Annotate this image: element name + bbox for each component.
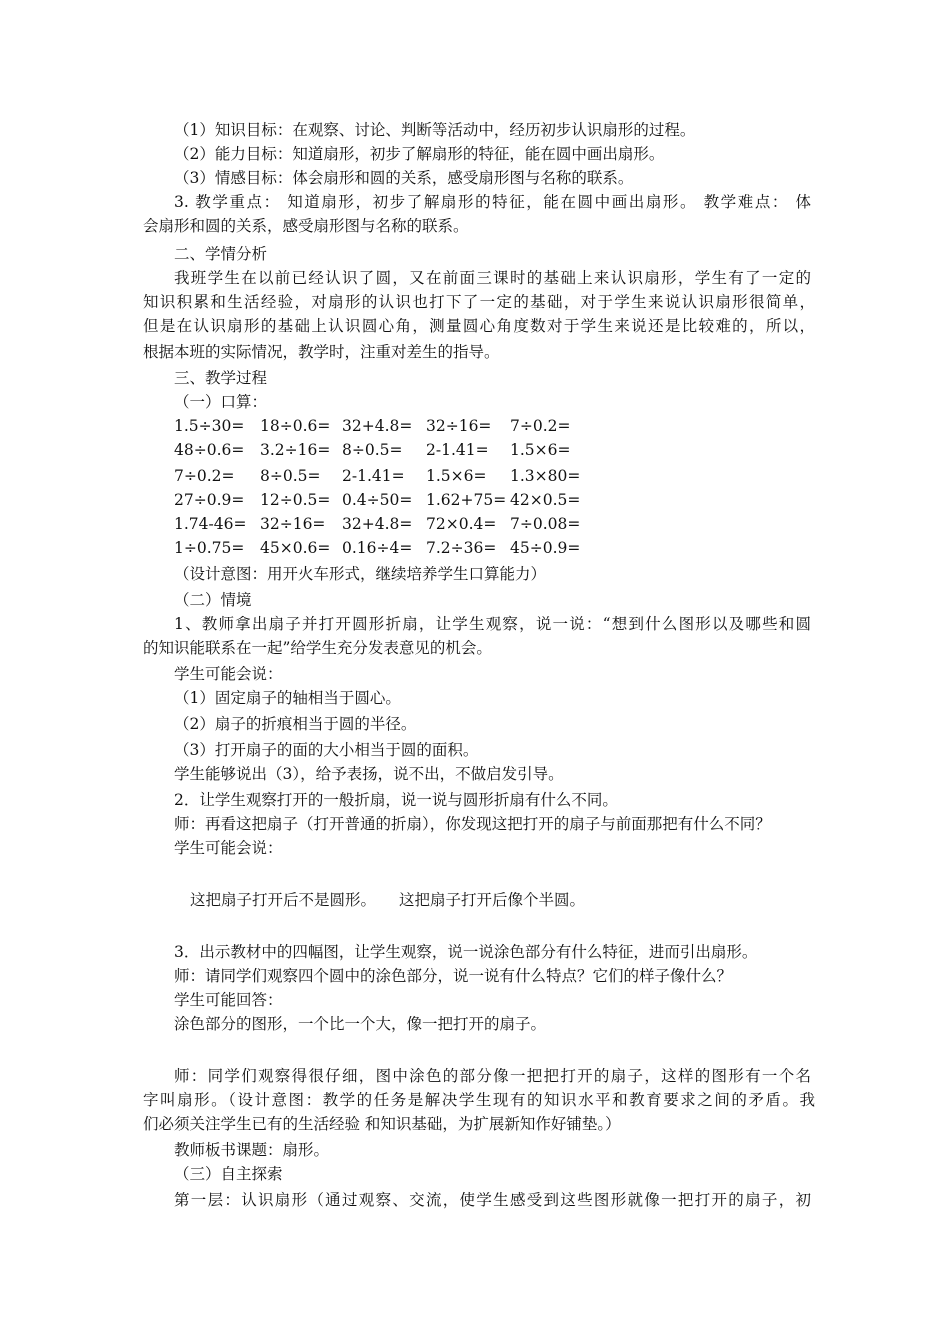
section-heading-analysis: 二、学情分析 (174, 245, 268, 263)
math-problem: 27÷0.9= (174, 491, 245, 509)
math-problem: 0.16÷4= (342, 539, 413, 557)
paragraph-line: 学生可能回答： (174, 991, 283, 1009)
math-problem: 1.3×80= (510, 467, 581, 485)
fan-observation: 这把扇子打开后像个半圆。 (399, 891, 586, 909)
paragraph-line: 师：请同学们观察四个圆中的涂色部分，说一说有什么特点？它们的样子像什么？ (174, 967, 733, 985)
paragraph-line: 的知识能联系在一起”给学生充分发表意见的机会。 (143, 639, 492, 657)
scene-title: （二）情境 (174, 591, 252, 609)
emotion-goal: （3）情感目标：体会扇形和圆的关系，感受扇形图与名称的联系。 (174, 169, 634, 187)
math-problem: 32+4.8= (342, 515, 413, 533)
math-problem: 1.62+75= (426, 491, 507, 509)
math-problem: 0.4÷50= (342, 491, 413, 509)
math-row (174, 512, 594, 536)
math-problem: 2-1.41= (342, 467, 405, 485)
student-answer: （1）固定扇子的轴相当于圆心。 (174, 689, 401, 707)
math-problem: 7.2÷36= (426, 539, 497, 557)
math-problem: 32+4.8= (342, 417, 413, 435)
math-problem: 12÷0.5= (260, 491, 331, 509)
math-problem: 2-1.41= (426, 441, 489, 459)
math-problem: 8÷0.5= (260, 467, 321, 485)
paragraph-line: 3．出示教材中的四幅图，让学生观察，说一说涂色部分有什么特征，进而引出扇形。 (174, 943, 758, 961)
knowledge-goal: （1）知识目标：在观察、讨论、判断等活动中，经历初步认识扇形的过程。 (174, 121, 696, 139)
math-problem: 1.74-46= (174, 515, 247, 533)
paragraph-line: 师：同学们观察得很仔细，图中涂色的部分像一把把打开的扇子，这样的图形有一个名 (174, 1067, 811, 1085)
paragraph-line: 学生能够说出（3），给予表扬，说不出，不做启发引导。 (174, 765, 564, 783)
teaching-difficulty: 会扇形和圆的关系，感受扇形图与名称的联系。 (143, 217, 469, 235)
math-problem: 1÷0.75= (174, 539, 245, 557)
design-intent-note: （设计意图：用开火车形式，继续培养学生口算能力） (174, 565, 547, 583)
fan-observation: 这把扇子打开后不是圆形。 (190, 891, 377, 909)
student-answer: （2）扇子的折痕相当于圆的半径。 (174, 715, 417, 733)
math-problem: 72×0.4= (426, 515, 497, 533)
analysis-line: 知识积累和生活经验，对扇形的认识也打下了一定的基础，对于学生来说认识扇形很简单， (143, 293, 815, 311)
math-problem: 32÷16= (260, 515, 326, 533)
math-row (174, 488, 594, 512)
math-problem: 45÷0.9= (510, 539, 581, 557)
math-problem: 8÷0.5= (342, 441, 403, 459)
student-answer: （3）打开扇子的面的大小相当于圆的面积。 (174, 741, 479, 759)
ability-goal: （2）能力目标：知道扇形，初步了解扇形的特征，能在圆中画出扇形。 (174, 145, 665, 163)
section-heading-process: 三、教学过程 (174, 369, 268, 387)
paragraph-line: 涂色部分的图形，一个比一个大，像一把打开的扇子。 (174, 1015, 547, 1033)
math-problem: 3.2÷16= (260, 441, 331, 459)
math-row (174, 536, 594, 560)
analysis-line: 但是在认识扇形的基础上认识圆心角，测量圆心角度数对于学生来说还是比较难的，所以， (143, 317, 815, 335)
paragraph-line: 学生可能会说： (174, 839, 283, 857)
math-problem: 48÷0.6= (174, 441, 245, 459)
explore-title: （三）自主探索 (174, 1165, 283, 1183)
math-row (174, 414, 594, 438)
analysis-line: 根据本班的实际情况，教学时，注重对差生的指导。 (143, 343, 500, 361)
math-problem: 32÷16= (426, 417, 492, 435)
paragraph-line: 1、教师拿出扇子并打开圆形折扇，让学生观察，说一说：“想到什么图形以及哪些和圆 (174, 615, 811, 633)
math-problem: 7÷0.08= (510, 515, 581, 533)
math-problem: 1.5×6= (510, 441, 571, 459)
math-row (174, 438, 594, 462)
paragraph-line: 们必须关注学生已有的生活经验 和知识基础，为扩展新知作好铺垫。） (143, 1115, 621, 1133)
math-problem: 42×0.5= (510, 491, 581, 509)
analysis-line: 我班学生在以前已经认识了圆，又在前面三课时的基础上来认识扇形，学生有了一定的 (174, 269, 811, 287)
oral-calc-title: （一）口算： (174, 393, 268, 411)
math-problem: 18÷0.6= (260, 417, 331, 435)
math-problem: 1.5÷30= (174, 417, 245, 435)
paragraph-line: 字叫扇形。（设计意图：教学的任务是解决学生现有的知识水平和教育要求之间的矛盾。我 (143, 1091, 815, 1109)
paragraph-line: 第一层：认识扇形（通过观察、交流，使学生感受到这些图形就像一把打开的扇子，初 (174, 1191, 811, 1209)
paragraph-line: 2．让学生观察打开的一般折扇，说一说与圆形折扇有什么不同。 (174, 791, 618, 809)
paragraph-line: 教师板书课题：扇形。 (174, 1141, 330, 1159)
math-problem: 45×0.6= (260, 539, 331, 557)
paragraph-line: 学生可能会说： (174, 665, 283, 683)
paragraph-line: 师：再看这把扇子（打开普通的折扇），你发现这把打开的扇子与前面那把有什么不同？ (174, 815, 771, 833)
math-row (174, 464, 594, 488)
math-problem: 7÷0.2= (510, 417, 571, 435)
math-problem: 1.5×6= (426, 467, 487, 485)
teaching-focus: 3. 教学重点： 知道扇形，初步了解扇形的特征，能在圆中画出扇形。 教学难点： 体 (174, 193, 811, 211)
math-problem: 7÷0.2= (174, 467, 235, 485)
